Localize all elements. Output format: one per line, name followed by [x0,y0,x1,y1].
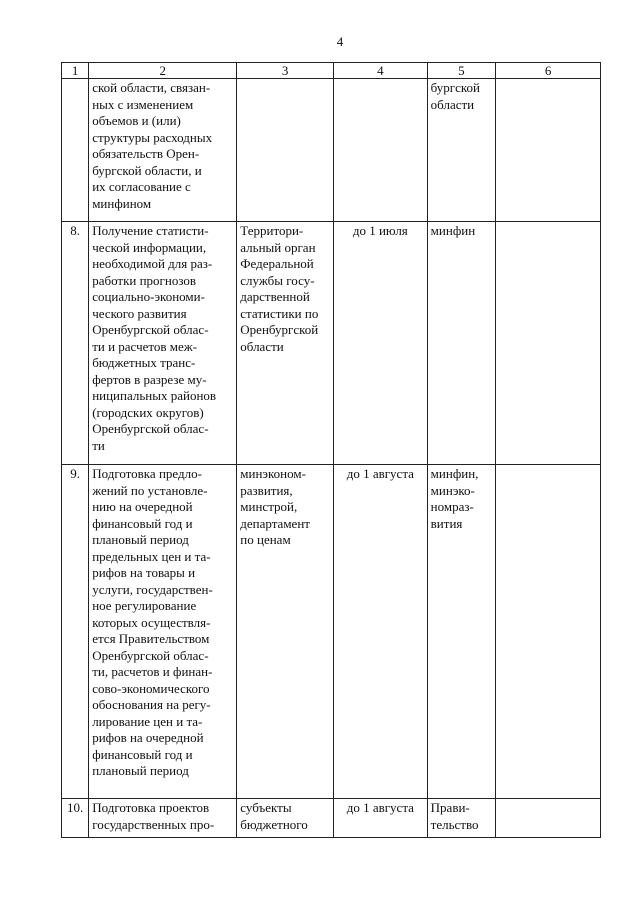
column-header-3: 3 [237,63,334,79]
deadline-cell [333,79,427,222]
deadline-cell: до 1 августа [333,799,427,838]
note-cell [496,79,601,222]
recipient-cell [427,222,496,465]
recipient-text: минфин, минэко- номраз- вития [430,466,479,531]
executor-text: минэконом- развития, минстрой, департамент по ценам [240,466,310,547]
activity-cell [89,465,237,799]
row-number: 8. [62,222,89,465]
note-cell [496,465,601,799]
recipient-cell [427,799,496,838]
table-header-row [62,63,601,79]
activity-text: Получение статисти- ческой информации, необходимой для раз- работки прогнозов социально-экономи- ческого развития Оренбургской облас- ти и расчетов меж- бюджетных транс- фертов в разрезе му- ниципальных районов (городских округов) Оренбургской облас- ти [92,223,217,453]
recipient-cell [427,465,496,799]
column-header-2: 2 [89,63,237,79]
schedule-table [61,62,601,838]
recipient-text: бургской области [430,80,481,112]
recipient-text: Прави- тельство [430,800,479,832]
page-number: 4 [336,34,344,49]
table-row [62,79,601,222]
deadline-cell: до 1 августа [333,465,427,799]
table-row [62,222,601,465]
executor-text: Территори- альный орган Федеральной службы госу- дарственной статистики по Оренбургской области [240,223,319,354]
column-header-1: 1 [62,63,89,79]
table-row [62,465,601,799]
column-header-4: 4 [333,63,427,79]
activity-text: Подготовка предло- жений по установле- нию на очередной финансовый год и плановый период предельных цен и та- рифов на товары и услуги, государствен- ное регулирование которых осуществля- ется Правительством Оренбургской облас- ти, расчетов и финан- сово-экономического обоснования на регу- лирование цен и та- рифов на очередной финансовый год и плановый период [92,466,213,778]
activity-cell [89,222,237,465]
executor-cell [237,222,334,465]
executor-text: субъекты бюджетного [240,800,308,832]
row-number: 10. [62,799,89,838]
activity-text: ской области, связан- ных с изменением объемов и (или) структуры расходных обязательств Орен- бургской области, и их согласование с минфином [92,80,213,211]
column-header-5: 5 [427,63,496,79]
activity-text: Подготовка проектов государственных про- [92,800,215,832]
deadline-cell: до 1 июля [333,222,427,465]
executor-cell [237,799,334,838]
row-number: 9. [62,465,89,799]
note-cell [496,222,601,465]
column-header-6: 6 [496,63,601,79]
activity-cell [89,79,237,222]
executor-cell [237,465,334,799]
table-row [62,799,601,838]
activity-cell [89,799,237,838]
note-cell [496,799,601,838]
recipient-cell [427,79,496,222]
row-number [62,79,89,222]
recipient-text: минфин [430,223,476,238]
executor-cell [237,79,334,222]
